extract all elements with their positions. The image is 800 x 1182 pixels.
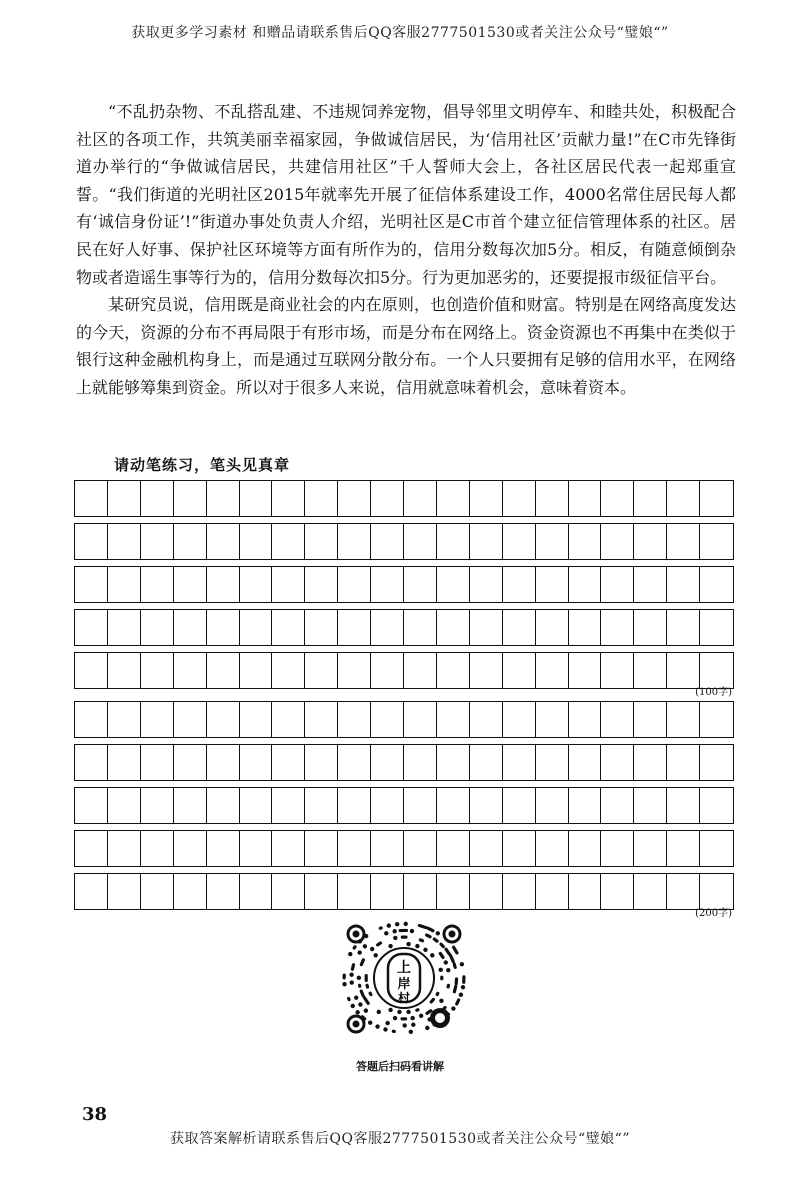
grid-cell[interactable] [601, 745, 634, 780]
grid-cell[interactable] [404, 874, 437, 909]
grid-cell[interactable] [404, 567, 437, 602]
grid-cell[interactable] [338, 702, 371, 737]
grid-cell[interactable] [207, 874, 240, 909]
grid-cell[interactable] [207, 831, 240, 866]
grid-cell[interactable] [470, 874, 503, 909]
grid-cell[interactable] [371, 874, 404, 909]
grid-row [74, 787, 734, 824]
grid-cell[interactable] [338, 788, 371, 823]
grid-cell[interactable] [667, 745, 700, 780]
grid-cell[interactable] [569, 831, 602, 866]
grid-cell[interactable] [536, 524, 569, 559]
grid-cell[interactable] [700, 874, 733, 909]
grid-row [74, 701, 734, 738]
grid-cell[interactable] [470, 653, 503, 688]
grid-row [74, 744, 734, 781]
grid-cell[interactable] [536, 610, 569, 645]
grid-cell[interactable] [601, 702, 634, 737]
grid-cell[interactable] [240, 745, 273, 780]
grid-cell[interactable] [470, 788, 503, 823]
grid-cell[interactable] [305, 788, 338, 823]
grid-cell[interactable] [371, 567, 404, 602]
grid-cell[interactable] [404, 831, 437, 866]
bottom-banner: 获取答案解析请联系售后QQ客服2777501530或者关注公众号“璧娘“” [170, 1131, 630, 1147]
grid-cell[interactable] [207, 788, 240, 823]
grid-cell[interactable] [404, 745, 437, 780]
grid-cell[interactable] [338, 874, 371, 909]
writing-grid[interactable] [74, 480, 734, 922]
grid-cell[interactable] [569, 481, 602, 516]
grid-cell[interactable] [634, 481, 667, 516]
grid-cell[interactable] [601, 481, 634, 516]
grid-cell[interactable] [470, 481, 503, 516]
grid-cell[interactable] [700, 831, 733, 866]
grid-cell[interactable] [207, 745, 240, 780]
grid-cell[interactable] [272, 745, 305, 780]
grid-cell[interactable] [601, 831, 634, 866]
grid-cell[interactable] [536, 874, 569, 909]
grid-cell[interactable] [700, 567, 733, 602]
top-banner: 获取更多学习素材 和赠品请联系售后QQ客服2777501530或者关注公众号“璧娘“” [131, 25, 669, 41]
grid-cell[interactable] [338, 524, 371, 559]
qr-code[interactable] [342, 920, 470, 1040]
grid-cell[interactable] [667, 831, 700, 866]
grid-cell[interactable] [272, 874, 305, 909]
grid-cell[interactable] [272, 610, 305, 645]
grid-cell[interactable] [75, 788, 108, 823]
grid-cell[interactable] [437, 874, 470, 909]
grid-cell[interactable] [371, 702, 404, 737]
grid-cell[interactable] [470, 567, 503, 602]
grid-cell[interactable] [141, 610, 174, 645]
grid-cell[interactable] [240, 481, 273, 516]
grid-cell[interactable] [667, 524, 700, 559]
qr-code-graphic [342, 920, 470, 1040]
grid-cell[interactable] [371, 481, 404, 516]
grid-cell[interactable] [75, 745, 108, 780]
qr-logo-text-2: 岸 [397, 977, 411, 992]
grid-row [74, 652, 734, 689]
grid-cell[interactable] [305, 831, 338, 866]
grid-cell[interactable] [108, 567, 141, 602]
article-text [76, 98, 736, 402]
grid-cell[interactable] [634, 653, 667, 688]
grid-cell[interactable] [536, 831, 569, 866]
grid-cell[interactable] [634, 610, 667, 645]
row-gap [74, 738, 734, 744]
qr-caption: 答题后扫码看讲解 [356, 1060, 444, 1073]
grid-cell[interactable] [141, 788, 174, 823]
grid-cell[interactable] [207, 481, 240, 516]
grid-cell[interactable] [108, 745, 141, 780]
grid-cell[interactable] [305, 745, 338, 780]
grid-cell[interactable] [536, 567, 569, 602]
grid-cell[interactable] [569, 788, 602, 823]
grid-cell[interactable] [141, 874, 174, 909]
grid-cell[interactable] [437, 788, 470, 823]
grid-cell[interactable] [240, 567, 273, 602]
grid-cell[interactable] [470, 831, 503, 866]
grid-cell[interactable] [667, 610, 700, 645]
grid-cell[interactable] [338, 831, 371, 866]
grid-cell[interactable] [75, 610, 108, 645]
qr-logo-text-1: 上 [397, 960, 411, 976]
grid-cell[interactable] [470, 745, 503, 780]
grid-row [74, 480, 734, 517]
grid-cell[interactable] [700, 788, 733, 823]
grid-cell[interactable] [667, 653, 700, 688]
grid-cell[interactable] [272, 481, 305, 516]
grid-cell[interactable] [700, 524, 733, 559]
grid-cell[interactable] [503, 610, 536, 645]
grid-cell[interactable] [174, 874, 207, 909]
grid-cell[interactable] [536, 481, 569, 516]
grid-cell[interactable] [75, 481, 108, 516]
grid-cell[interactable] [174, 524, 207, 559]
grid-cell[interactable] [240, 874, 273, 909]
grid-cell[interactable] [667, 874, 700, 909]
grid-cell[interactable] [75, 653, 108, 688]
grid-cell[interactable] [404, 524, 437, 559]
grid-cell[interactable] [240, 831, 273, 866]
grid-row [74, 523, 734, 560]
grid-cell[interactable] [634, 567, 667, 602]
grid-cell[interactable] [240, 788, 273, 823]
grid-cell[interactable] [371, 524, 404, 559]
word-count-mark-100: (100字) [695, 687, 732, 698]
grid-cell[interactable] [404, 610, 437, 645]
grid-cell[interactable] [503, 653, 536, 688]
grid-cell[interactable] [569, 567, 602, 602]
grid-cell[interactable] [634, 831, 667, 866]
grid-cell[interactable] [634, 745, 667, 780]
grid-cell[interactable] [601, 653, 634, 688]
grid-cell[interactable] [174, 788, 207, 823]
grid-cell[interactable] [305, 874, 338, 909]
grid-cell[interactable] [75, 524, 108, 559]
grid-cell[interactable] [141, 831, 174, 866]
grid-cell[interactable] [601, 567, 634, 602]
grid-cell[interactable] [338, 745, 371, 780]
grid-cell[interactable] [338, 481, 371, 516]
grid-cell[interactable] [503, 788, 536, 823]
grid-cell[interactable] [174, 567, 207, 602]
grid-cell[interactable] [272, 702, 305, 737]
grid-cell[interactable] [437, 831, 470, 866]
grid-cell[interactable] [371, 831, 404, 866]
grid-cell[interactable] [141, 524, 174, 559]
grid-cell[interactable] [207, 610, 240, 645]
grid-cell[interactable] [601, 610, 634, 645]
grid-cell[interactable] [305, 702, 338, 737]
grid-cell[interactable] [108, 610, 141, 645]
qr-logo-text-3: 村 [397, 991, 411, 1005]
grid-cell[interactable] [141, 745, 174, 780]
grid-row [74, 566, 734, 603]
grid-cell[interactable] [305, 524, 338, 559]
grid-cell[interactable] [174, 745, 207, 780]
grid-cell[interactable] [700, 745, 733, 780]
grid-cell[interactable] [141, 653, 174, 688]
grid-cell[interactable] [569, 524, 602, 559]
grid-cell[interactable] [272, 831, 305, 866]
grid-cell[interactable] [667, 702, 700, 737]
grid-cell[interactable] [569, 610, 602, 645]
grid-cell[interactable] [601, 874, 634, 909]
grid-cell[interactable] [207, 567, 240, 602]
row-gap [74, 560, 734, 566]
grid-cell[interactable] [601, 524, 634, 559]
grid-cell[interactable] [404, 481, 437, 516]
grid-cell[interactable] [536, 745, 569, 780]
grid-cell[interactable] [634, 524, 667, 559]
grid-cell[interactable] [305, 610, 338, 645]
row-gap [74, 824, 734, 830]
grid-cell[interactable] [569, 745, 602, 780]
word-count-mark-200: (200字) [695, 908, 732, 919]
grid-cell[interactable] [503, 524, 536, 559]
grid-cell[interactable] [108, 788, 141, 823]
grid-cell[interactable] [503, 831, 536, 866]
grid-cell[interactable] [108, 653, 141, 688]
grid-cell[interactable] [108, 481, 141, 516]
grid-cell[interactable] [207, 653, 240, 688]
grid-cell[interactable] [240, 653, 273, 688]
grid-cell[interactable] [371, 610, 404, 645]
grid-cell[interactable] [272, 567, 305, 602]
grid-cell[interactable] [174, 831, 207, 866]
grid-cell[interactable] [503, 874, 536, 909]
grid-cell[interactable] [437, 567, 470, 602]
grid-cell[interactable] [141, 702, 174, 737]
grid-cell[interactable] [272, 524, 305, 559]
grid-cell[interactable] [305, 481, 338, 516]
grid-cell[interactable] [634, 702, 667, 737]
grid-cell[interactable] [700, 610, 733, 645]
grid-cell[interactable] [437, 653, 470, 688]
row-gap [74, 603, 734, 609]
grid-cell[interactable] [338, 610, 371, 645]
grid-cell[interactable] [667, 788, 700, 823]
grid-cell[interactable] [174, 481, 207, 516]
grid-cell[interactable] [569, 653, 602, 688]
grid-cell[interactable] [207, 702, 240, 737]
practice-title: 请动笔练习，笔头见真章 [114, 456, 291, 474]
grid-cell[interactable] [503, 481, 536, 516]
grid-cell[interactable] [207, 524, 240, 559]
grid-cell[interactable] [700, 653, 733, 688]
grid-cell[interactable] [470, 524, 503, 559]
grid-cell[interactable] [75, 874, 108, 909]
grid-cell[interactable] [108, 524, 141, 559]
grid-cell[interactable] [174, 702, 207, 737]
grid-cell[interactable] [75, 831, 108, 866]
article-paragraph-2: 某研究员说，信用既是商业社会的内在原则，也创造价值和财富。特别是在网络高度发达的今天，资源的分布不再局限于有形市场，而是分布在网络上。资金资源也不再集中在类似于银行这种金融机构身上，而是通过互联网分散分布。一个人只要拥有足够的信用水平，在网络上就能够筹集到资金。所以对于很多人来说，信用就意味着机会，意味着资本。 [76, 295, 736, 397]
grid-cell[interactable] [437, 702, 470, 737]
grid-cell[interactable] [272, 653, 305, 688]
grid-cell[interactable] [437, 481, 470, 516]
grid-cell[interactable] [305, 567, 338, 602]
grid-cell[interactable] [272, 788, 305, 823]
grid-cell[interactable] [503, 745, 536, 780]
grid-cell[interactable] [601, 788, 634, 823]
row-gap [74, 689, 734, 701]
grid-cell[interactable] [75, 702, 108, 737]
article-paragraph-1: “不乱扔杂物、不乱搭乱建、不违规饲养宠物，倡导邻里文明停车、和睦共处，积极配合社区的各项工作，共筑美丽幸福家园，争做诚信居民，为‘信用社区’贡献力量!”在C市先锋街道办举行的“争做诚信居民，共建信用社区”千人誓师大会上，各社区居民代表一起郑重宣誓。“我们街道的光明社区2015年就率先开展了征信体系建设工作，4000名常住居民每人都有‘诚信身份证’!”街道办事处负责人介绍，光明社区是C市首个建立征信管理体系的社区。居民在好人好事、保护社区环境等方面有所作为的，信用分数每次加5分。相反，有随意倾倒杂物或者造谣生事等行为的，信用分数每次扣5分。行为更加恶劣的，还要提报市级征信平台。 [76, 102, 736, 287]
grid-cell[interactable] [404, 653, 437, 688]
grid-cell[interactable] [174, 653, 207, 688]
grid-cell[interactable] [404, 702, 437, 737]
grid-cell[interactable] [536, 653, 569, 688]
grid-cell[interactable] [108, 702, 141, 737]
row-gap [74, 867, 734, 873]
grid-cell[interactable] [503, 567, 536, 602]
grid-cell[interactable] [108, 874, 141, 909]
grid-cell[interactable] [667, 567, 700, 602]
grid-cell[interactable] [305, 653, 338, 688]
grid-cell[interactable] [141, 481, 174, 516]
grid-cell[interactable] [338, 567, 371, 602]
grid-cell[interactable] [470, 610, 503, 645]
grid-cell[interactable] [667, 481, 700, 516]
grid-cell[interactable] [634, 788, 667, 823]
grid-row [74, 873, 734, 910]
grid-cell[interactable] [240, 702, 273, 737]
grid-cell[interactable] [634, 874, 667, 909]
page-number: 38 [82, 1104, 108, 1125]
grid-cell[interactable] [371, 653, 404, 688]
grid-row [74, 830, 734, 867]
grid-cell[interactable] [338, 653, 371, 688]
grid-cell[interactable] [371, 745, 404, 780]
grid-cell[interactable] [141, 567, 174, 602]
grid-cell[interactable] [240, 524, 273, 559]
grid-cell[interactable] [404, 788, 437, 823]
grid-cell[interactable] [569, 874, 602, 909]
grid-cell[interactable] [536, 702, 569, 737]
row-gap [74, 781, 734, 787]
grid-cell[interactable] [371, 788, 404, 823]
grid-cell[interactable] [174, 610, 207, 645]
grid-cell[interactable] [75, 567, 108, 602]
row-gap [74, 646, 734, 652]
grid-cell[interactable] [700, 702, 733, 737]
grid-row [74, 609, 734, 646]
grid-cell[interactable] [700, 481, 733, 516]
grid-cell[interactable] [569, 702, 602, 737]
grid-cell[interactable] [536, 788, 569, 823]
grid-cell[interactable] [437, 524, 470, 559]
grid-cell[interactable] [470, 702, 503, 737]
grid-cell[interactable] [437, 745, 470, 780]
grid-cell[interactable] [503, 702, 536, 737]
grid-cell[interactable] [108, 831, 141, 866]
row-gap [74, 517, 734, 523]
grid-cell[interactable] [240, 610, 273, 645]
grid-cell[interactable] [437, 610, 470, 645]
